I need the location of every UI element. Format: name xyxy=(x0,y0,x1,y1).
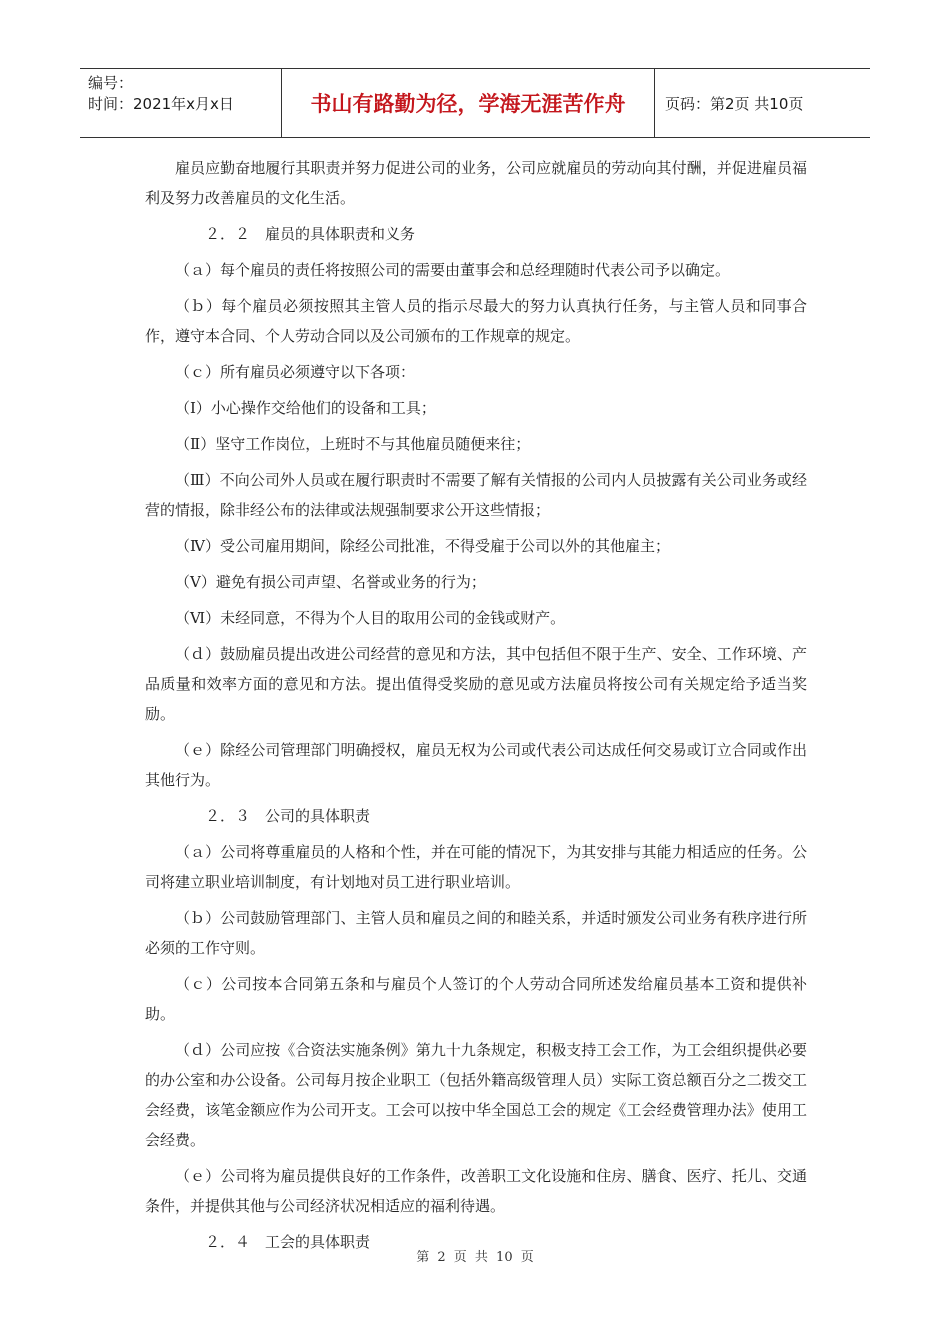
paragraph: （ｃ）公司按本合同第五条和与雇员个人签订的个人劳动合同所述发给雇员基本工资和提供补助。 xyxy=(145,975,807,1023)
header-meta xyxy=(80,69,282,137)
paragraph: （Ⅵ）未经同意，不得为个人目的取用公司的金钱或财产。 xyxy=(175,609,566,627)
section-heading: ２．３ 公司的具体职责 xyxy=(205,807,371,825)
paragraph: （ｅ）除经公司管理部门明确授权，雇员无权为公司或代表公司达成任何交易或订立合同或作出其他行为。 xyxy=(145,741,807,789)
document-date: 时间：2021年x月x日 xyxy=(88,95,234,113)
section-heading: ２．４ 工会的具体职责 xyxy=(205,1233,371,1251)
paragraph: （Ⅱ）坚守工作岗位，上班时不与其他雇员随便来往； xyxy=(175,435,531,453)
document-number-label: 编号： xyxy=(88,74,134,92)
paragraph: （ａ）公司将尊重雇员的人格和个性，并在可能的情况下，为其安排与其能力相适应的任务。公司将建立职业培训制度，有计划地对员工进行职业培训。 xyxy=(145,843,807,891)
paragraph: （Ⅲ）不向公司外人员或在履行职责时不需要了解有关情报的公司内人员披露有关公司业务或经营的情报，除非经公布的法律或法规强制要求公开这些情报； xyxy=(145,471,807,519)
header-motto: 书山有路勤为径，学海无涯苦作舟 xyxy=(282,69,655,137)
paragraph: （Ⅴ）避免有损公司声望、名誉或业务的行为； xyxy=(175,573,486,591)
section-heading: ２．２ 雇员的具体职责和义务 xyxy=(205,225,416,243)
paragraph: （Ⅰ）小心操作交给他们的设备和工具； xyxy=(175,399,436,417)
paragraph: （ａ）每个雇员的责任将按照公司的需要由董事会和总经理随时代表公司予以确定。 xyxy=(175,261,731,279)
paragraph: （ｂ）公司鼓励管理部门、主管人员和雇员之间的和睦关系，并适时颁发公司业务有秩序进行所必须的工作守则。 xyxy=(145,909,807,957)
page-header xyxy=(80,68,870,138)
document-body xyxy=(145,153,807,1263)
paragraph: （Ⅳ）受公司雇用期间，除经公司批准，不得受雇于公司以外的其他雇主； xyxy=(175,537,670,555)
paragraph: （ｅ）公司将为雇员提供良好的工作条件，改善职工文化设施和住房、膳食、医疗、托儿、交通条件，并提供其他与公司经济状况相适应的福利待遇。 xyxy=(145,1167,807,1215)
page-footer: 第 2 页 共 10 页 xyxy=(416,1250,534,1265)
paragraph: （ｂ）每个雇员必须按照其主管人员的指示尽最大的努力认真执行任务，与主管人员和同事合作，遵守本合同、个人劳动合同以及公司颁布的工作规章的规定。 xyxy=(145,297,807,345)
paragraph: （ｄ）公司应按《合资法实施条例》第九十九条规定，积极支持工会工作，为工会组织提供必要的办公室和办公设备。公司每月按企业职工（包括外籍高级管理人员）实际工资总额百分之二拨交工会经费，该笔金额应作为公司开支。工会可以按中华全国总工会的规定《工会经费管理办法》使用工会经费。 xyxy=(145,1041,807,1149)
paragraph: 雇员应勤奋地履行其职责并努力促进公司的业务，公司应就雇员的劳动向其付酬，并促进雇员福利及努力改善雇员的文化生活。 xyxy=(145,159,807,207)
paragraph: （ｃ）所有雇员必须遵守以下各项： xyxy=(175,363,416,381)
header-page-number: 页码：第2页 共10页 xyxy=(665,94,804,113)
paragraph: （ｄ）鼓励雇员提出改进公司经营的意见和方法，其中包括但不限于生产、安全、工作环境、产品质量和效率方面的意见和方法。提出值得受奖励的意见或方法雇员将按公司有关规定给予适当奖励。 xyxy=(145,645,807,723)
